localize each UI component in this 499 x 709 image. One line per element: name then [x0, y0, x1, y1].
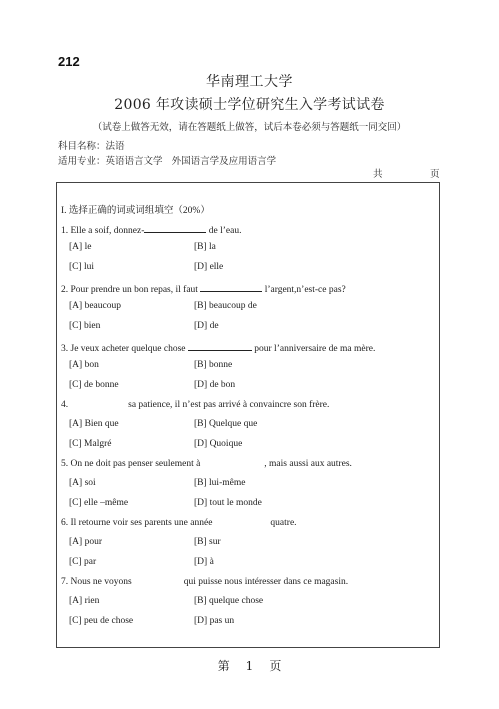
option-c: [C] Malgré: [69, 439, 112, 449]
question-text-before: Je veux acheter quelque chose: [70, 344, 188, 354]
option-b: [B] lui-même: [194, 478, 246, 488]
answer-notice: （试卷上做答无效，请在答题纸上做答，试后本卷必须与答题纸一同交回）: [92, 122, 407, 133]
major-label: 适用专业：: [58, 156, 106, 167]
question-text-before: Pour prendre un bon repas, il faut: [70, 285, 201, 295]
question-2: [61, 282, 346, 295]
question-number: 1.: [61, 226, 69, 236]
question-text-before: Nous ne voyons: [70, 577, 132, 587]
answer-blank: [188, 341, 252, 351]
question-number: 4.: [61, 400, 69, 410]
option-d: [D] Quoique: [194, 439, 243, 449]
option-b: [B] bonne: [194, 360, 233, 370]
subject-value: 法语: [105, 141, 125, 152]
university-title: 华南理工大学: [206, 74, 293, 90]
subject-line: [58, 138, 125, 152]
question-text-after: , mais aussi aux autres.: [264, 459, 352, 469]
question-text-after: quatre.: [270, 518, 297, 528]
exam-title: 2006 年攻读硕士学位研究生入学考试试卷: [114, 97, 385, 113]
question-6: [61, 518, 297, 528]
option-c: [C] de bonne: [69, 380, 119, 390]
option-d: [D] de bon: [194, 380, 236, 390]
question-4: [61, 400, 329, 410]
total-pages-suffix: 页: [430, 169, 440, 180]
option-b: [B] quelque chose: [194, 596, 264, 606]
question-number: 2.: [61, 285, 69, 295]
question-text-after: sa patience, il n’est pas arrivé à convaincre son frère.: [128, 400, 330, 410]
option-a: [A] soi: [69, 478, 96, 488]
option-b: [B] beaucoup de: [194, 301, 257, 311]
question-text-after: qui puisse nous intéresser dans ce magasin.: [183, 577, 349, 587]
subject-label: 科目名称：: [58, 141, 106, 152]
question-number: 3.: [61, 344, 69, 354]
option-a: [A] bon: [69, 360, 99, 370]
option-d: [D] de: [194, 321, 219, 331]
major-line: [58, 153, 276, 167]
option-d: [D] elle: [194, 262, 224, 272]
option-a: [A] beaucoup: [69, 301, 121, 311]
option-c: [C] par: [69, 557, 97, 567]
option-b: [B] Quelque que: [194, 419, 258, 429]
option-b: [B] la: [194, 242, 216, 252]
question-3: [61, 341, 375, 354]
option-a: [A] pour: [69, 537, 102, 547]
exam-code: 212: [58, 54, 80, 69]
footer-suffix: 页: [269, 659, 282, 673]
option-c: [C] peu de chose: [69, 616, 134, 626]
major-value: 英语语言文学 外国语言学及应用语言学: [105, 156, 277, 167]
question-text-after: pour l’anniversaire de ma mère.: [251, 344, 376, 354]
answer-blank: [200, 282, 262, 292]
question-text-before: Il retourne voir ses parents une année: [70, 518, 213, 528]
question-number: 7.: [61, 577, 69, 587]
footer-prefix: 第: [217, 659, 230, 673]
question-text-before: On ne doit pas penser seulement à: [70, 459, 201, 469]
question-number: 6.: [61, 518, 69, 528]
option-d: [D] pas un: [194, 616, 235, 626]
footer-page-number: 1: [245, 659, 254, 673]
question-1: [61, 223, 241, 236]
question-text-after: l’argent,n’est-ce pas?: [262, 285, 346, 295]
option-d: [D] à: [194, 557, 214, 567]
question-number: 5.: [61, 459, 69, 469]
question-7: [61, 577, 348, 587]
option-a: [A] le: [69, 242, 92, 252]
section-heading: I. 选择正确的词或词组填空（20%）: [61, 206, 210, 216]
option-d: [D] tout le monde: [194, 498, 262, 508]
option-c: [C] bien: [69, 321, 101, 331]
question-5: [61, 459, 352, 469]
option-c: [C] lui: [69, 262, 95, 272]
question-box: [56, 182, 440, 648]
answer-blank: [144, 223, 206, 233]
question-text-after: de l’eau.: [206, 226, 242, 236]
page-footer: [0, 657, 499, 674]
option-c: [C] elle –même: [69, 498, 129, 508]
option-a: [A] rien: [69, 596, 100, 606]
total-pages-prefix: 共: [373, 169, 383, 180]
option-a: [A] Bien que: [69, 419, 119, 429]
question-text-before: Elle a soif, donnez-: [70, 226, 145, 236]
option-b: [B] sur: [194, 537, 221, 547]
